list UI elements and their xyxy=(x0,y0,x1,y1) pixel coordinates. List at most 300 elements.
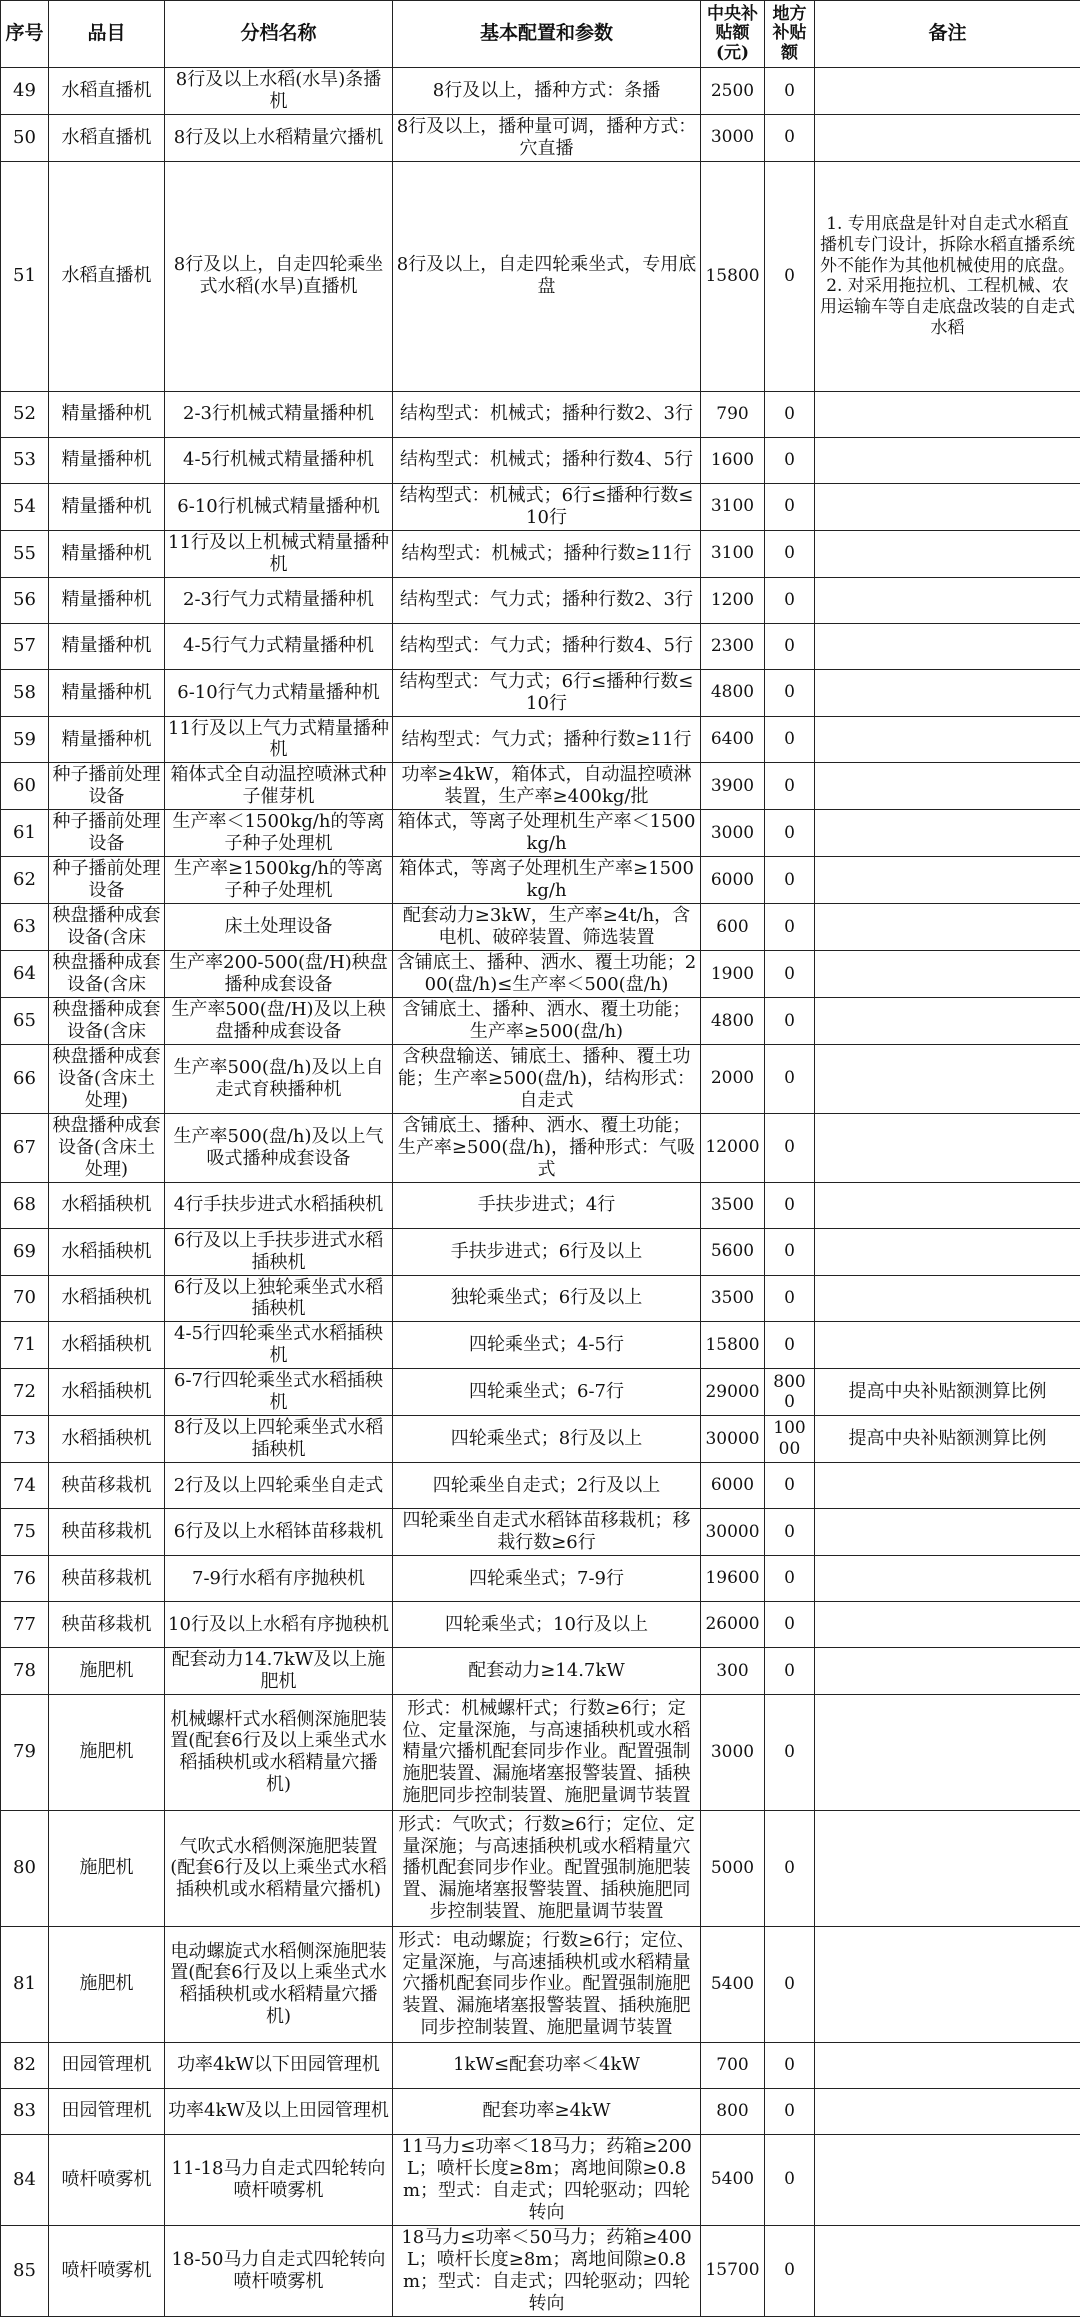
cell-item: 秧盘播种成套设备(含床 xyxy=(49,904,165,951)
cell-grade-name: 6行及以上水稻钵苗移栽机 xyxy=(165,1509,393,1556)
cell-central-subsidy: 1600 xyxy=(701,437,765,483)
cell-item: 秧盘播种成套设备(含床 xyxy=(49,951,165,998)
cell-no: 83 xyxy=(1,2088,49,2134)
cell-config: 结构型式：机械式；播种行数≥11行 xyxy=(393,530,701,577)
cell-central-subsidy: 3900 xyxy=(701,763,765,810)
cell-grade-name: 机械螺杆式水稻侧深施肥装置(配套6行及以上乘坐式水稻插秧机或水稻精量穴播机) xyxy=(165,1694,393,1810)
cell-central-subsidy: 5000 xyxy=(701,1810,765,1926)
cell-local-subsidy: 0 xyxy=(765,68,815,115)
cell-item: 喷杆喷雾机 xyxy=(49,2225,165,2316)
cell-remarks xyxy=(815,1275,1080,1322)
cell-central-subsidy: 19600 xyxy=(701,1556,765,1602)
cell-item: 精量播种机 xyxy=(49,623,165,669)
table-row xyxy=(1,530,1080,577)
table-row xyxy=(1,763,1080,810)
cell-central-subsidy: 6400 xyxy=(701,716,765,763)
cell-local-subsidy: 0 xyxy=(765,483,815,530)
cell-item: 田园管理机 xyxy=(49,2088,165,2134)
cell-grade-name: 生产率500(盘/h)及以上自走式育秧播种机 xyxy=(165,1044,393,1113)
cell-central-subsidy: 700 xyxy=(701,2042,765,2088)
cell-config: 结构型式：气力式；播种行数2、3行 xyxy=(393,577,701,623)
cell-local-subsidy: 0 xyxy=(765,2134,815,2225)
cell-local-subsidy: 0 xyxy=(765,857,815,904)
cell-item: 水稻直播机 xyxy=(49,68,165,115)
cell-item: 秧盘播种成套设备(含床 xyxy=(49,997,165,1044)
cell-grade-name: 箱体式全自动温控喷淋式种子催芽机 xyxy=(165,763,393,810)
cell-remarks xyxy=(815,1113,1080,1182)
cell-grade-name: 2-3行机械式精量播种机 xyxy=(165,391,393,437)
cell-grade-name: 8行及以上水稻(水旱)条播机 xyxy=(165,68,393,115)
cell-item: 秧盘播种成套设备(含床土处理) xyxy=(49,1113,165,1182)
cell-item: 水稻插秧机 xyxy=(49,1228,165,1275)
cell-local-subsidy: 0 xyxy=(765,951,815,998)
cell-item: 种子播前处理设备 xyxy=(49,810,165,857)
cell-grade-name: 4-5行气力式精量播种机 xyxy=(165,623,393,669)
cell-config: 配套功率≥4kW xyxy=(393,2088,701,2134)
cell-remarks xyxy=(815,716,1080,763)
cell-item: 水稻插秧机 xyxy=(49,1322,165,1369)
cell-item: 精量播种机 xyxy=(49,577,165,623)
cell-remarks xyxy=(815,1044,1080,1113)
cell-remarks: 1. 专用底盘是针对自走式水稻直播机专门设计，拆除水稻直播系统外不能作为其他机械使用的底盘。2. 对采用拖拉机、工程机械、农用运输车等自走底盘改装的自走式水稻 xyxy=(815,161,1080,391)
cell-central-subsidy: 2000 xyxy=(701,1044,765,1113)
table-row xyxy=(1,1810,1080,1926)
cell-central-subsidy: 3000 xyxy=(701,810,765,857)
cell-central-subsidy: 600 xyxy=(701,904,765,951)
cell-central-subsidy: 15800 xyxy=(701,161,765,391)
cell-remarks xyxy=(815,1182,1080,1228)
cell-central-subsidy: 30000 xyxy=(701,1416,765,1463)
cell-central-subsidy: 800 xyxy=(701,2088,765,2134)
cell-grade-name: 6-7行四轮乘坐式水稻插秧机 xyxy=(165,1369,393,1416)
cell-central-subsidy: 5400 xyxy=(701,1926,765,2042)
cell-item: 精量播种机 xyxy=(49,437,165,483)
cell-remarks xyxy=(815,2225,1080,2316)
cell-no: 61 xyxy=(1,810,49,857)
cell-config: 四轮乘坐自走式水稻钵苗移栽机；移栽行数≥6行 xyxy=(393,1509,701,1556)
cell-config: 四轮乘坐式；8行及以上 xyxy=(393,1416,701,1463)
header-no: 序号 xyxy=(1,1,49,68)
cell-config: 手扶步进式；4行 xyxy=(393,1182,701,1228)
header-central-subsidy: 中央补贴额(元) xyxy=(701,1,765,68)
table-row xyxy=(1,1509,1080,1556)
table-row xyxy=(1,997,1080,1044)
cell-central-subsidy: 3000 xyxy=(701,1694,765,1810)
cell-grade-name: 2-3行气力式精量播种机 xyxy=(165,577,393,623)
cell-central-subsidy: 15800 xyxy=(701,1322,765,1369)
cell-no: 82 xyxy=(1,2042,49,2088)
cell-config: 结构型式：气力式；播种行数≥11行 xyxy=(393,716,701,763)
cell-no: 81 xyxy=(1,1926,49,2042)
cell-item: 秧苗移栽机 xyxy=(49,1556,165,1602)
cell-config: 四轮乘坐式；10行及以上 xyxy=(393,1602,701,1648)
cell-config: 含铺底土、播种、洒水、覆土功能；生产率≥500(盘/h) xyxy=(393,997,701,1044)
cell-no: 50 xyxy=(1,114,49,161)
cell-no: 58 xyxy=(1,669,49,716)
table-row xyxy=(1,483,1080,530)
cell-grade-name: 生产率500(盘/h)及以上气吸式播种成套设备 xyxy=(165,1113,393,1182)
cell-central-subsidy: 26000 xyxy=(701,1602,765,1648)
cell-remarks xyxy=(815,951,1080,998)
table-row xyxy=(1,1275,1080,1322)
table-row xyxy=(1,1113,1080,1182)
cell-no: 65 xyxy=(1,997,49,1044)
table-row xyxy=(1,2134,1080,2225)
cell-no: 84 xyxy=(1,2134,49,2225)
cell-local-subsidy: 0 xyxy=(765,763,815,810)
cell-grade-name: 生产率＜1500kg/h的等离子种子处理机 xyxy=(165,810,393,857)
cell-config: 配套动力≥3kW，生产率≥4t/h，含电机、破碎装置、筛选装置 xyxy=(393,904,701,951)
cell-local-subsidy: 0 xyxy=(765,437,815,483)
header-item: 品目 xyxy=(49,1,165,68)
cell-grade-name: 气吹式水稻侧深施肥装置(配套6行及以上乘坐式水稻插秧机或水稻精量穴播机) xyxy=(165,1810,393,1926)
cell-item: 秧苗移栽机 xyxy=(49,1463,165,1509)
table-row xyxy=(1,1369,1080,1416)
cell-config: 手扶步进式；6行及以上 xyxy=(393,1228,701,1275)
cell-grade-name: 10行及以上水稻有序抛秧机 xyxy=(165,1602,393,1648)
table-row xyxy=(1,1044,1080,1113)
cell-grade-name: 电动螺旋式水稻侧深施肥装置(配套6行及以上乘坐式水稻插秧机或水稻精量穴播机) xyxy=(165,1926,393,2042)
cell-no: 76 xyxy=(1,1556,49,1602)
table-row xyxy=(1,391,1080,437)
cell-central-subsidy: 300 xyxy=(701,1648,765,1695)
table-row xyxy=(1,810,1080,857)
cell-item: 水稻插秧机 xyxy=(49,1182,165,1228)
cell-no: 78 xyxy=(1,1648,49,1695)
cell-central-subsidy: 2500 xyxy=(701,68,765,115)
cell-local-subsidy: 0 xyxy=(765,1926,815,2042)
cell-remarks xyxy=(815,2042,1080,2088)
cell-item: 种子播前处理设备 xyxy=(49,857,165,904)
cell-remarks xyxy=(815,623,1080,669)
table-row xyxy=(1,1556,1080,1602)
table-row xyxy=(1,1926,1080,2042)
table-row xyxy=(1,623,1080,669)
cell-config: 四轮乘坐式；4-5行 xyxy=(393,1322,701,1369)
table-row xyxy=(1,716,1080,763)
cell-config: 8行及以上，自走四轮乘坐式，专用底盘 xyxy=(393,161,701,391)
cell-no: 60 xyxy=(1,763,49,810)
cell-local-subsidy: 0 xyxy=(765,114,815,161)
cell-config: 形式：机械螺杆式；行数≥6行；定位、定量深施，与高速插秧机或水稻精量穴播机配套同步作业。配置强制施肥装置、漏施堵塞报警装置、插秧施肥同步控制装置、施肥量调节装置 xyxy=(393,1694,701,1810)
cell-config: 18马力≤功率＜50马力；药箱≥400L；喷杆长度≥8m；离地间隙≥0.8m；型式：自走式；四轮驱动；四轮转向 xyxy=(393,2225,701,2316)
cell-no: 64 xyxy=(1,951,49,998)
table-row xyxy=(1,951,1080,998)
cell-config: 四轮乘坐自走式；2行及以上 xyxy=(393,1463,701,1509)
table-row xyxy=(1,1416,1080,1463)
cell-no: 57 xyxy=(1,623,49,669)
cell-config: 结构型式：机械式；播种行数2、3行 xyxy=(393,391,701,437)
cell-item: 施肥机 xyxy=(49,1648,165,1695)
cell-local-subsidy: 8000 xyxy=(765,1369,815,1416)
cell-item: 秧盘播种成套设备(含床土处理) xyxy=(49,1044,165,1113)
cell-central-subsidy: 3000 xyxy=(701,114,765,161)
cell-central-subsidy: 30000 xyxy=(701,1509,765,1556)
cell-remarks xyxy=(815,1602,1080,1648)
cell-no: 67 xyxy=(1,1113,49,1182)
cell-no: 70 xyxy=(1,1275,49,1322)
cell-central-subsidy: 12000 xyxy=(701,1113,765,1182)
cell-config: 箱体式，等离子处理机生产率≥1500kg/h xyxy=(393,857,701,904)
cell-no: 74 xyxy=(1,1463,49,1509)
cell-config: 含铺底土、播种、洒水、覆土功能；200(盘/h)≤生产率＜500(盘/h) xyxy=(393,951,701,998)
cell-local-subsidy: 0 xyxy=(765,1044,815,1113)
cell-no: 66 xyxy=(1,1044,49,1113)
cell-central-subsidy: 6000 xyxy=(701,857,765,904)
cell-local-subsidy: 0 xyxy=(765,623,815,669)
cell-local-subsidy: 0 xyxy=(765,810,815,857)
cell-grade-name: 8行及以上水稻精量穴播机 xyxy=(165,114,393,161)
cell-config: 结构型式：气力式；6行≤播种行数≤10行 xyxy=(393,669,701,716)
cell-item: 秧苗移栽机 xyxy=(49,1509,165,1556)
cell-remarks xyxy=(815,997,1080,1044)
cell-config: 1kW≤配套功率＜4kW xyxy=(393,2042,701,2088)
cell-item: 种子播前处理设备 xyxy=(49,763,165,810)
table-row xyxy=(1,161,1080,391)
table-row xyxy=(1,577,1080,623)
cell-config: 8行及以上，播种方式：条播 xyxy=(393,68,701,115)
cell-local-subsidy: 0 xyxy=(765,1556,815,1602)
cell-item: 水稻直播机 xyxy=(49,161,165,391)
cell-grade-name: 7-9行水稻有序抛秧机 xyxy=(165,1556,393,1602)
cell-local-subsidy: 0 xyxy=(765,1322,815,1369)
cell-remarks xyxy=(815,1926,1080,2042)
header-row xyxy=(1,1,1080,68)
cell-grade-name: 生产率200-500(盘/H)秧盘播种成套设备 xyxy=(165,951,393,998)
cell-remarks: 提高中央补贴额测算比例 xyxy=(815,1416,1080,1463)
cell-remarks xyxy=(815,904,1080,951)
cell-grade-name: 6-10行机械式精量播种机 xyxy=(165,483,393,530)
cell-item: 水稻插秧机 xyxy=(49,1369,165,1416)
cell-local-subsidy: 0 xyxy=(765,716,815,763)
cell-central-subsidy: 4800 xyxy=(701,669,765,716)
cell-central-subsidy: 29000 xyxy=(701,1369,765,1416)
cell-config: 独轮乘坐式；6行及以上 xyxy=(393,1275,701,1322)
cell-remarks xyxy=(815,1648,1080,1695)
cell-item: 水稻直播机 xyxy=(49,114,165,161)
cell-remarks xyxy=(815,2088,1080,2134)
cell-grade-name: 11-18马力自走式四轮转向喷杆喷雾机 xyxy=(165,2134,393,2225)
cell-item: 水稻插秧机 xyxy=(49,1275,165,1322)
cell-config: 含铺底土、播种、洒水、覆土功能；生产率≥500(盘/h)，播种形式：气吸式 xyxy=(393,1113,701,1182)
cell-remarks xyxy=(815,1694,1080,1810)
table-row xyxy=(1,1463,1080,1509)
table-row xyxy=(1,857,1080,904)
cell-grade-name: 18-50马力自走式四轮转向喷杆喷雾机 xyxy=(165,2225,393,2316)
cell-grade-name: 6行及以上手扶步进式水稻插秧机 xyxy=(165,1228,393,1275)
cell-grade-name: 2行及以上四轮乘坐自走式 xyxy=(165,1463,393,1509)
cell-central-subsidy: 5400 xyxy=(701,2134,765,2225)
cell-central-subsidy: 5600 xyxy=(701,1228,765,1275)
cell-local-subsidy: 0 xyxy=(765,1694,815,1810)
cell-local-subsidy: 10000 xyxy=(765,1416,815,1463)
cell-no: 49 xyxy=(1,68,49,115)
cell-local-subsidy: 0 xyxy=(765,1648,815,1695)
cell-grade-name: 配套动力14.7kW及以上施肥机 xyxy=(165,1648,393,1695)
cell-remarks xyxy=(815,1322,1080,1369)
cell-remarks xyxy=(815,2134,1080,2225)
cell-local-subsidy: 0 xyxy=(765,904,815,951)
cell-grade-name: 11行及以上气力式精量播种机 xyxy=(165,716,393,763)
cell-central-subsidy: 1200 xyxy=(701,577,765,623)
cell-no: 59 xyxy=(1,716,49,763)
cell-no: 68 xyxy=(1,1182,49,1228)
table-body xyxy=(1,68,1080,2317)
cell-local-subsidy: 0 xyxy=(765,1182,815,1228)
table-row xyxy=(1,904,1080,951)
cell-item: 精量播种机 xyxy=(49,669,165,716)
cell-local-subsidy: 0 xyxy=(765,530,815,577)
cell-no: 69 xyxy=(1,1228,49,1275)
cell-no: 56 xyxy=(1,577,49,623)
cell-no: 85 xyxy=(1,2225,49,2316)
cell-item: 秧苗移栽机 xyxy=(49,1602,165,1648)
cell-remarks xyxy=(815,669,1080,716)
cell-local-subsidy: 0 xyxy=(765,1275,815,1322)
cell-grade-name: 生产率500(盘/H)及以上秧盘播种成套设备 xyxy=(165,997,393,1044)
cell-grade-name: 4-5行机械式精量播种机 xyxy=(165,437,393,483)
cell-remarks xyxy=(815,1556,1080,1602)
cell-item: 施肥机 xyxy=(49,1810,165,1926)
cell-remarks xyxy=(815,114,1080,161)
cell-grade-name: 6-10行气力式精量播种机 xyxy=(165,669,393,716)
cell-config: 含秧盘输送、铺底土、播种、覆土功能；生产率≥500(盘/h)，结构形式：自走式 xyxy=(393,1044,701,1113)
cell-central-subsidy: 3100 xyxy=(701,530,765,577)
cell-local-subsidy: 0 xyxy=(765,1113,815,1182)
cell-central-subsidy: 15700 xyxy=(701,2225,765,2316)
table-row xyxy=(1,669,1080,716)
cell-local-subsidy: 0 xyxy=(765,161,815,391)
cell-item: 精量播种机 xyxy=(49,716,165,763)
cell-remarks xyxy=(815,437,1080,483)
cell-config: 箱体式，等离子处理机生产率＜1500kg/h xyxy=(393,810,701,857)
cell-local-subsidy: 0 xyxy=(765,577,815,623)
cell-remarks xyxy=(815,810,1080,857)
cell-no: 54 xyxy=(1,483,49,530)
cell-central-subsidy: 4800 xyxy=(701,997,765,1044)
cell-remarks xyxy=(815,763,1080,810)
cell-central-subsidy: 790 xyxy=(701,391,765,437)
cell-config: 形式：电动螺旋；行数≥6行；定位、定量深施，与高速插秧机或水稻精量穴播机配套同步作业。配置强制施肥装置、漏施堵塞报警装置、插秧施肥同步控制装置、施肥量调节装置 xyxy=(393,1926,701,2042)
cell-local-subsidy: 0 xyxy=(765,1602,815,1648)
cell-local-subsidy: 0 xyxy=(765,1463,815,1509)
cell-remarks xyxy=(815,1810,1080,1926)
cell-remarks xyxy=(815,68,1080,115)
cell-grade-name: 8行及以上，自走四轮乘坐式水稻(水旱)直播机 xyxy=(165,161,393,391)
cell-no: 75 xyxy=(1,1509,49,1556)
cell-no: 63 xyxy=(1,904,49,951)
cell-item: 精量播种机 xyxy=(49,530,165,577)
table-row xyxy=(1,1602,1080,1648)
cell-item: 施肥机 xyxy=(49,1694,165,1810)
cell-local-subsidy: 0 xyxy=(765,391,815,437)
cell-local-subsidy: 0 xyxy=(765,2088,815,2134)
cell-remarks xyxy=(815,1463,1080,1509)
cell-item: 精量播种机 xyxy=(49,483,165,530)
table-row xyxy=(1,68,1080,115)
cell-local-subsidy: 0 xyxy=(765,669,815,716)
cell-no: 71 xyxy=(1,1322,49,1369)
header-local-subsidy: 地方补贴额 xyxy=(765,1,815,68)
cell-no: 52 xyxy=(1,391,49,437)
cell-central-subsidy: 3100 xyxy=(701,483,765,530)
cell-remarks: 提高中央补贴额测算比例 xyxy=(815,1369,1080,1416)
table-row xyxy=(1,2225,1080,2316)
table-row xyxy=(1,1648,1080,1695)
cell-config: 四轮乘坐式；6-7行 xyxy=(393,1369,701,1416)
cell-config: 8行及以上，播种量可调，播种方式：穴直播 xyxy=(393,114,701,161)
cell-config: 结构型式：机械式；6行≤播种行数≤10行 xyxy=(393,483,701,530)
cell-grade-name: 8行及以上四轮乘坐式水稻插秧机 xyxy=(165,1416,393,1463)
cell-item: 精量播种机 xyxy=(49,391,165,437)
cell-remarks xyxy=(815,577,1080,623)
header-remarks: 备注 xyxy=(815,1,1080,68)
table-row xyxy=(1,2088,1080,2134)
cell-grade-name: 6行及以上独轮乘坐式水稻插秧机 xyxy=(165,1275,393,1322)
cell-no: 77 xyxy=(1,1602,49,1648)
cell-grade-name: 功率4kW及以上田园管理机 xyxy=(165,2088,393,2134)
cell-central-subsidy: 3500 xyxy=(701,1275,765,1322)
cell-no: 62 xyxy=(1,857,49,904)
table-row xyxy=(1,1228,1080,1275)
cell-remarks xyxy=(815,857,1080,904)
cell-item: 施肥机 xyxy=(49,1926,165,2042)
cell-no: 55 xyxy=(1,530,49,577)
cell-config: 配套动力≥14.7kW xyxy=(393,1648,701,1695)
cell-grade-name: 11行及以上机械式精量播种机 xyxy=(165,530,393,577)
cell-remarks xyxy=(815,483,1080,530)
cell-local-subsidy: 0 xyxy=(765,997,815,1044)
cell-config: 四轮乘坐式；7-9行 xyxy=(393,1556,701,1602)
cell-grade-name: 功率4kW以下田园管理机 xyxy=(165,2042,393,2088)
cell-config: 结构型式：气力式；播种行数4、5行 xyxy=(393,623,701,669)
cell-central-subsidy: 1900 xyxy=(701,951,765,998)
cell-grade-name: 4行手扶步进式水稻插秧机 xyxy=(165,1182,393,1228)
cell-central-subsidy: 6000 xyxy=(701,1463,765,1509)
cell-grade-name: 生产率≥1500kg/h的等离子种子处理机 xyxy=(165,857,393,904)
cell-local-subsidy: 0 xyxy=(765,1509,815,1556)
cell-no: 73 xyxy=(1,1416,49,1463)
header-config: 基本配置和参数 xyxy=(393,1,701,68)
cell-local-subsidy: 0 xyxy=(765,2225,815,2316)
cell-remarks xyxy=(815,391,1080,437)
cell-central-subsidy: 2300 xyxy=(701,623,765,669)
cell-item: 田园管理机 xyxy=(49,2042,165,2088)
table-row xyxy=(1,1322,1080,1369)
cell-local-subsidy: 0 xyxy=(765,1810,815,1926)
cell-local-subsidy: 0 xyxy=(765,1228,815,1275)
cell-config: 功率≥4kW，箱体式，自动温控喷淋装置，生产率≥400kg/批 xyxy=(393,763,701,810)
cell-no: 79 xyxy=(1,1694,49,1810)
cell-config: 11马力≤功率＜18马力；药箱≥200L；喷杆长度≥8m；离地间隙≥0.8m；型式：自走式；四轮驱动；四轮转向 xyxy=(393,2134,701,2225)
cell-item: 水稻插秧机 xyxy=(49,1416,165,1463)
cell-config: 结构型式：机械式；播种行数4、5行 xyxy=(393,437,701,483)
cell-grade-name: 4-5行四轮乘坐式水稻插秧机 xyxy=(165,1322,393,1369)
cell-central-subsidy: 3500 xyxy=(701,1182,765,1228)
cell-local-subsidy: 0 xyxy=(765,2042,815,2088)
cell-remarks xyxy=(815,530,1080,577)
cell-no: 51 xyxy=(1,161,49,391)
table-row xyxy=(1,437,1080,483)
table-row xyxy=(1,114,1080,161)
cell-config: 形式：气吹式；行数≥6行；定位、定量深施；与高速插秧机或水稻精量穴播机配套同步作业。配置强制施肥装置、漏施堵塞报警装置、插秧施肥同步控制装置、施肥量调节装置 xyxy=(393,1810,701,1926)
cell-remarks xyxy=(815,1228,1080,1275)
table-row xyxy=(1,1182,1080,1228)
cell-no: 80 xyxy=(1,1810,49,1926)
cell-remarks xyxy=(815,1509,1080,1556)
cell-no: 53 xyxy=(1,437,49,483)
cell-grade-name: 床土处理设备 xyxy=(165,904,393,951)
